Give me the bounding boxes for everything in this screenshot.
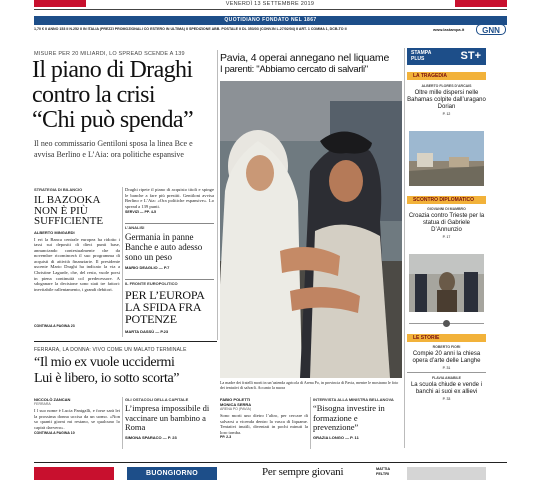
storie-item[interactable] xyxy=(407,334,486,401)
ferrara-headline-line-1: “Il mio ex vuole uccidermi xyxy=(34,355,175,370)
price-line: 1,70 € II ANNO 153 II N.252 II IN ITALIA (PREZZI PROMOZIONALI CO ESTERO IN ULTIMA) II SPEDIZIONE ABB. POSTALE II DL 353/03 (CONV.IN L.27/02/04) II ART. 1 COMMA 1, DCB-TO II xyxy=(34,27,347,31)
lead-headline-line-2: contro la crisi xyxy=(32,82,155,108)
scontro-author: GIOVANNI DI MAMBRO xyxy=(427,207,466,211)
bottom-rule xyxy=(34,462,507,463)
scontro-photo xyxy=(409,254,484,312)
scontro-page: P. 17 xyxy=(442,235,451,239)
top-promo-left xyxy=(34,0,86,7)
col-divider-3 xyxy=(404,48,405,448)
bellanova-article[interactable] xyxy=(313,397,401,440)
giovani-headline[interactable]: Per sempre giovani xyxy=(262,466,344,478)
europolitico-kicker: IL FRONTE EUROPOLITICO xyxy=(125,281,178,286)
poletti-author-1: FABIO POLETTI xyxy=(220,397,251,402)
tragedia-author: ALBERTO FLORES D’ARCAIS xyxy=(421,84,472,88)
ferrara-headline[interactable] xyxy=(34,355,224,387)
bazooka-article[interactable] xyxy=(34,187,120,328)
europolitico-article[interactable] xyxy=(125,281,214,334)
draghi-article[interactable] xyxy=(125,187,214,214)
storie-rule xyxy=(407,372,486,373)
col-divider-5 xyxy=(310,397,311,449)
tragedia-item[interactable] xyxy=(407,72,486,116)
photo-main xyxy=(220,81,402,378)
poletti-author-2: MONICA SERRA xyxy=(220,402,252,407)
scontro-tag: SCONTRO DIPLOMATICO xyxy=(407,196,486,204)
bazooka-continue: CONTINUA A PAGINA 23 xyxy=(34,323,75,328)
col-divider-2 xyxy=(217,50,218,340)
col-divider-1 xyxy=(122,187,123,337)
analisi-author: MARIO DEAGLIO — P.7 xyxy=(125,265,170,270)
lead-headline-line-3: “Chi può spenda” xyxy=(32,107,194,133)
bazooka-body: I eri la Banca centrale europea ha ridotto i tassi sui depositi di dieci punti base, annunciando contestualmente che da novembre ricomincerà il suo programma di acquisti di attività finanziarie. Il presidente uscente Mario Draghi ha indicato la via a Christine Lagarde, che, del resto, vuole porsi in piena continuità col predecessore. A sdoganare la decisione sono stati tre fattori: inevitabile rallentamento, i grandi debitori. xyxy=(34,236,120,292)
scontro-headline: Croazia contro Trieste per la statua di Gabriele D’Annunzio xyxy=(408,213,485,233)
col-divider-4 xyxy=(122,397,123,449)
analisi-article[interactable] xyxy=(125,225,214,270)
site-link[interactable]: www.lastampa.it xyxy=(433,27,465,32)
statue-photo-icon xyxy=(409,254,484,312)
bazooka-author: ALBERTO MINGARDI xyxy=(34,229,75,235)
storie-divider xyxy=(409,320,484,326)
stampa-plus-label: STAMPA PLUS xyxy=(411,50,432,62)
photo-story-title: Pavia, 4 operai annegano nel liquame xyxy=(220,52,390,64)
bellanova-headline: “Bisogna investire in formazione e prevenzione” xyxy=(313,403,385,432)
scuola-author: FLAVIA AMABILE xyxy=(431,376,462,380)
storie-page: P. 31 xyxy=(442,366,451,370)
ferrara-top-rule xyxy=(34,341,217,342)
bottom-promo-right xyxy=(407,467,486,480)
lead-headline[interactable] xyxy=(32,58,214,133)
analisi-rule xyxy=(125,223,214,224)
tragedia-tag: LA TRAGEDIA xyxy=(407,72,486,80)
masthead-date: VENERDÌ 13 SETTEMBRE 2019 xyxy=(225,1,315,7)
storie-headline: Compie 20 anni la chiesa opera d’arte delle Langhe xyxy=(412,351,481,364)
mattia-byline: MATTIA FELTRI xyxy=(376,467,390,476)
ferrara-headline-line-2: Lui è libero, io sotto scorta” xyxy=(34,371,180,386)
gnn-logo: GNN xyxy=(476,24,506,35)
lead-headline-line-1: Il piano di Draghi xyxy=(32,57,193,83)
europolitico-headline: PER L’EUROPA LA SFIDA FRA POTENZE xyxy=(125,288,205,326)
stampa-plus-banner[interactable] xyxy=(407,48,486,65)
ferrara-author: NICCOLÒ ZANCAN xyxy=(34,397,71,402)
bottom-promo-left xyxy=(34,467,114,480)
bellanova-kicker: INTERVISTA ALLA MINISTRA BELLANOVA xyxy=(313,397,394,402)
ferrara-place: FERRARA xyxy=(34,402,51,406)
poletti-article[interactable] xyxy=(220,397,308,439)
dossier-author: SIMONA SPARACO — P. 23 xyxy=(125,434,177,440)
buongiorno-label[interactable]: BUONGIORNO xyxy=(127,467,217,480)
ferrara-continue: CONTINUA A PAGINA 10 xyxy=(34,431,75,436)
poletti-page: PP. 2-3 xyxy=(220,435,232,440)
hurricane-photo-icon xyxy=(409,131,484,186)
founded-bar: QUOTIDIANO FONDATO NEL 1867 xyxy=(34,16,507,25)
scontro-item[interactable] xyxy=(407,196,486,239)
ferrara-kicker: FERRARA, LA DONNA: VIVO COME UN MALATO TERMINALE xyxy=(34,347,187,353)
masthead-rule xyxy=(34,9,507,10)
dossier-article[interactable] xyxy=(125,397,215,440)
dossier-kicker: GLI OSTACOLI DELLA CAPITALE xyxy=(125,397,189,402)
europolitico-rule xyxy=(125,279,214,280)
photo-story-headline[interactable] xyxy=(220,52,402,75)
top-promo-right xyxy=(455,0,507,7)
lead-kicker: MISURE PER 20 MILIARDI, LO SPREAD SCENDE A 139 xyxy=(34,51,185,57)
stampa-plus-logo: ST+ xyxy=(460,50,481,62)
bazooka-kicker: STRATEGIA DI BILANCIO xyxy=(34,187,83,192)
bazooka-headline: IL BAZOOKA NON È PIÙ SUFFICIENTE xyxy=(34,194,104,227)
storie-tag: LE STORIE xyxy=(407,334,486,342)
photo-story-subtitle: I parenti: "Abbiamo cercato di salvarli" xyxy=(220,64,368,75)
europolitico-author: MARTA DASSÙ — P.23 xyxy=(125,329,169,334)
storie-author: ROBERTO FIORI xyxy=(432,345,461,349)
tragedia-page: P. 12 xyxy=(442,112,451,116)
ornament-icon xyxy=(443,320,450,327)
dossier-headline: L’impresa impossibile di vaccinare un bambino a Roma xyxy=(125,403,210,432)
poletti-body: Sono morti uno dietro l’altro, per cercare di salvarsi a vicenda dentro la vasca di liquame. Tentativi inutili, diventati in pochi minuti la loro tomba. xyxy=(220,413,308,435)
poletti-place: ARENA PO (PAVIA) xyxy=(220,407,251,411)
bellanova-author: GRAZIA LONGO — P. 11 xyxy=(313,434,359,440)
tragedia-photo xyxy=(409,131,484,186)
photo-illustration xyxy=(220,81,402,378)
masthead xyxy=(0,0,539,39)
ferrara-body: I l suo nome è Lucia Panigalli, e forse sarà lei la prossima donna uccisa da un uomo. «Non so quanti giorni mi restano, se qualcuno lo capirà davvero». xyxy=(34,408,120,430)
analisi-headline: Germania in panne Banche e auto adesso sono un peso xyxy=(125,232,203,262)
scuola-headline: La scuola chiude e vende i banchi ai suoi ex allievi xyxy=(410,382,483,395)
lead-subhead: Il neo commissario Gentiloni sposa la linea Bce e avvisa Berlino e L’Aia: ora politiche espansive xyxy=(34,139,193,159)
draghi-body: Draghi ripete il piano di acquisto titoli e spinge le banche a fare più prestiti. Gentiloni avvisa Berlino e L’Aia: «Ora politiche espansive». Lo spread a 139 punti. xyxy=(125,187,214,209)
tragedia-headline: Oltre mille dispersi nelle Bahamas colpite dall’uragano Dorian xyxy=(407,90,486,110)
draghi-byline: SERVIZI — PP. 4-5 xyxy=(125,210,157,215)
ferrara-article[interactable] xyxy=(34,397,120,435)
analisi-kicker: L’ANALISI xyxy=(125,225,145,230)
scuola-page: P. 33 xyxy=(442,397,451,401)
photo-caption: La madre dei fratelli morti in un’azienda agricola di Arena Po, in provincia di Pavia, mentre le mostrano le foto dei tentativi di salvarli. Accanto la nuora xyxy=(220,380,399,390)
